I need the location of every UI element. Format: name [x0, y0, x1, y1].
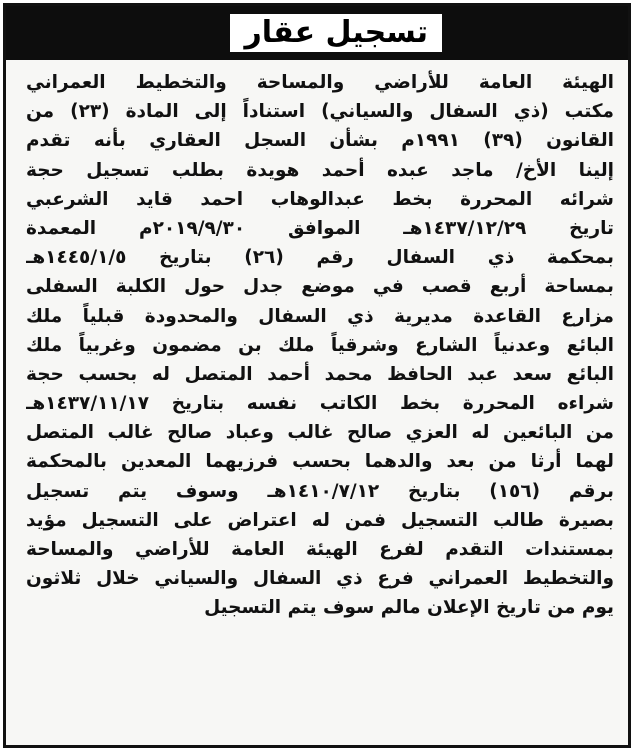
text-line: الهيئة العامة للأراضي والمساحة والتخطيط العمراني: [26, 72, 614, 93]
text-line: مزارع القاعدة مديرية ذي السفال والمحدودة قبلياً ملك: [26, 305, 614, 327]
text-line: بمحكمة ذي السفال رقم (٢٦) بتاريخ ١٤٤٥/١/٥هـ: [26, 247, 614, 269]
text-line: إلينا الأخ/ ماجد عبده أحمد هويدة بطلب تسجيل حجة: [26, 159, 614, 181]
notice-body: [26, 68, 614, 623]
text-line: من البائعين له العزي صالح غالب وعباد صالح غالب المتصل: [26, 422, 614, 444]
text-line: والتخطيط العمراني فرع ذي السفال والسياني خلال ثلاثون: [26, 568, 614, 590]
text-line: القانون (٣٩) ١٩٩١م بشأن السجل العقاري بأنه تقدم: [26, 130, 614, 152]
text-line: شرائه المحررة بخط عبدالوهاب احمد قايد الشرعبي: [26, 188, 614, 210]
text-line: البائع سعد عبد الحافظ محمد أحمد المتصل له بحسب حجة: [26, 363, 614, 385]
notice-title: تسجيل عقار: [230, 14, 442, 52]
text-line: لهما أرثا من بعد والدهما بحسب فرزيهما المعدين بالمحكمة: [26, 451, 614, 473]
text-line: تاريخ ١٤٣٧/١٢/٢٩هـ الموافق ٢٠١٩/٩/٣٠م المعمدة: [26, 217, 614, 239]
legal-notice: [3, 3, 631, 748]
header-band: [6, 6, 628, 60]
text-line: بصيرة طالب التسجيل فمن له اعتراض على التسجيل مؤيد: [26, 509, 614, 531]
text-line: بمستندات التقدم لفرع الهيئة العامة للأراضي والمساحة: [26, 539, 614, 560]
text-line: يوم من تاريخ الإعلان مالم سوف يتم التسجيل: [204, 597, 614, 619]
text-line: شراءه المحررة بخط الكاتب نفسه بتاريخ ١٤٣٧/١١/١٧هـ: [26, 393, 614, 415]
text-line: برقم (١٥٦) بتاريخ ١٤١٠/٧/١٢هـ وسوف يتم تسجيل: [26, 480, 614, 502]
text-line: بمساحة أربع قصب في موضع جدل حول الكلبة السفلى: [26, 276, 614, 298]
text-line: مكتب (ذي السفال والسياني) استناداً إلى المادة (٢٣) من: [26, 101, 614, 123]
text-line: البائع وعدنياً الشارع وشرقياً ملك بن مضمون وغربياً ملك: [26, 334, 614, 356]
